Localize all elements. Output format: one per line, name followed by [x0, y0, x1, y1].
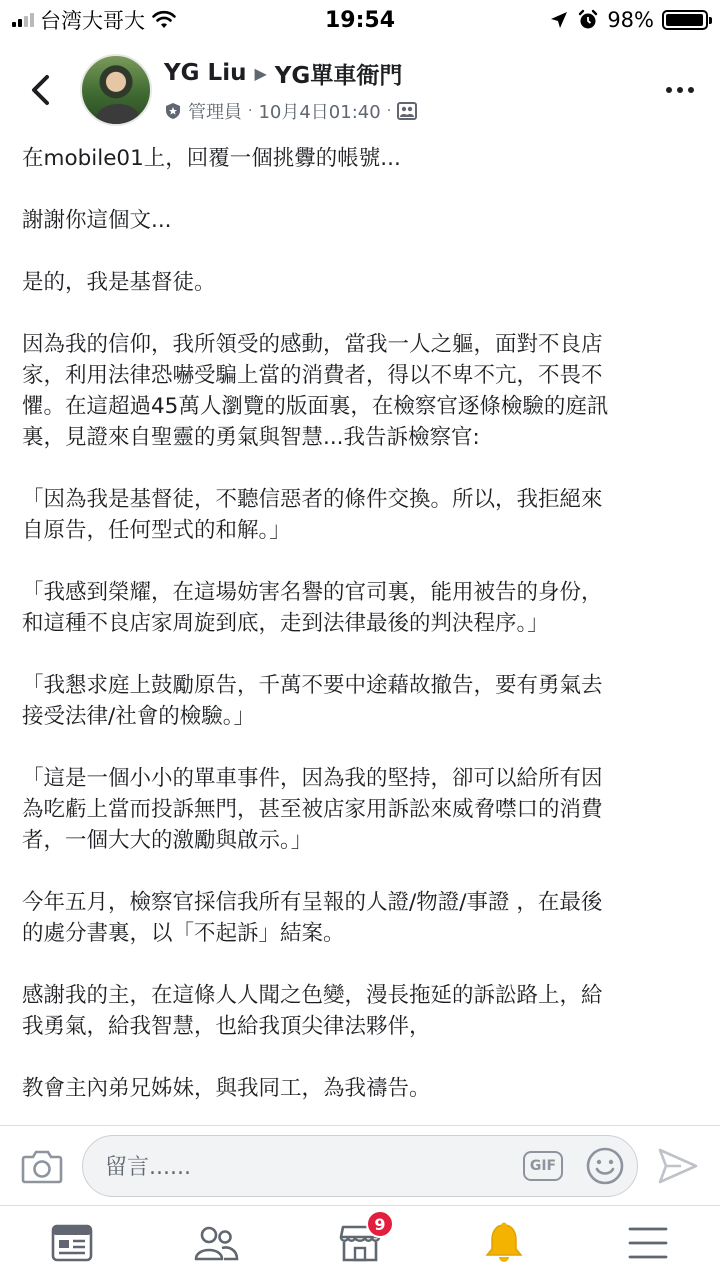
status-bar [0, 0, 720, 40]
menu-icon [628, 1226, 668, 1260]
status-time: 19:54 [324, 7, 396, 33]
triangle-right-icon: ▶ [254, 63, 267, 83]
tab-news-feed[interactable] [32, 1208, 112, 1278]
chevron-left-icon [27, 73, 53, 107]
post-timestamp[interactable]: 10月4日01:40 [258, 101, 381, 123]
comment-placeholder: 留言...... [105, 1155, 191, 1180]
post-paragraph: 「因為我是基督徒，不聽信惡者的條件交換。所以，我拒絕來 自原告，任何型式的和解。」 [22, 487, 603, 543]
post-paragraph: 「我感到榮耀，在這場妨害名譽的官司裏，能用被告的身份， 和這種不良店家周旋到底，走到法律最後的判決程序。」 [22, 580, 603, 636]
location-arrow-icon [549, 10, 569, 30]
post-paragraph: 感謝我的主，在這條人人聞之色變，漫長拖延的訴訟路上，給 我勇氣，給我智慧，也給我頂尖律法夥伴， [22, 983, 603, 1039]
post-paragraph: 謝謝你這個文... [22, 208, 172, 233]
bottom-tab-bar [0, 1205, 720, 1280]
post-body [22, 140, 702, 1125]
more-options-button[interactable] [656, 66, 704, 114]
comment-input[interactable] [82, 1135, 638, 1197]
group-name[interactable]: YG單車衙門 [274, 62, 403, 89]
gif-label: GIF [529, 1157, 557, 1174]
post-header [0, 40, 720, 140]
meta-separator: · [248, 102, 253, 119]
post-paragraph: 因為我的信仰，我所領受的感動，當我一人之軀，面對不良店 家，利用法律恐嚇受騙上當的消費者，得以不卑不亢，不畏不 懼。在這超過45萬人瀏覽的版面裏，在檢察官逐條檢驗的庭訊 裏，見證來自聖靈的勇氣與智慧...我告訴檢察官: [22, 332, 609, 450]
groups-icon [193, 1224, 239, 1262]
post-meta [164, 98, 656, 124]
battery-level [666, 14, 703, 26]
post-title [164, 57, 656, 90]
post-paragraph: 「我懇求庭上鼓勵原告，千萬不要中途藉故撤告，要有勇氣去 接受法律/社會的檢驗。」 [22, 673, 603, 729]
meta-separator-2: · [386, 102, 392, 119]
back-button[interactable] [16, 66, 64, 114]
more-dot-icon [677, 87, 683, 93]
carrier-name: 台湾大哥大 [40, 9, 145, 33]
news-feed-icon [51, 1224, 93, 1262]
author-role: 管理員 [188, 101, 242, 123]
wifi-icon [151, 10, 177, 30]
emoji-button[interactable] [585, 1146, 625, 1186]
send-button[interactable] [652, 1140, 704, 1192]
cellular-signal-icon [12, 13, 34, 27]
tab-notifications[interactable] [464, 1208, 544, 1278]
gif-button[interactable] [523, 1151, 563, 1181]
author-avatar[interactable] [80, 54, 152, 126]
admin-shield-icon [164, 102, 182, 120]
battery-icon [662, 10, 708, 30]
notification-count-badge: 9 [366, 1210, 394, 1238]
post-paragraph: 「這是一個小小的單車事件，因為我的堅持，卻可以給所有因 為吃虧上當而投訴無門，甚至被店家用訴訟來威脅噤口的消費 者，一個大大的激勵與啟示。」 [22, 766, 603, 853]
tab-menu[interactable] [608, 1208, 688, 1278]
camera-icon [21, 1148, 63, 1184]
tab-groups[interactable] [176, 1208, 256, 1278]
battery-percent: 98% [607, 8, 654, 32]
tab-marketplace[interactable] [320, 1208, 400, 1278]
post-paragraph: 今年五月，檢察官採信我所有呈報的人證/物證/事證 ，在最後 的處分書裏，以「不起訴」結案。 [22, 890, 603, 946]
comment-bar [0, 1125, 720, 1205]
post-paragraph: 是的，我是基督徒。 [22, 270, 216, 295]
notifications-bell-icon [484, 1222, 524, 1264]
camera-button[interactable] [16, 1140, 68, 1192]
more-dot-icon [666, 87, 672, 93]
author-name[interactable]: YG Liu [164, 60, 247, 86]
header-text [164, 57, 656, 124]
more-dot-icon [688, 87, 694, 93]
post-paragraph: 在mobile01上，回覆一個挑釁的帳號... [22, 146, 401, 171]
send-icon [657, 1147, 699, 1185]
alarm-clock-icon [577, 9, 599, 31]
group-audience-icon [397, 102, 417, 120]
status-right [549, 8, 708, 32]
status-left [12, 5, 177, 35]
post-paragraph: 教會主內弟兄姊妹，與我同工，為我禱告。 [22, 1076, 431, 1101]
